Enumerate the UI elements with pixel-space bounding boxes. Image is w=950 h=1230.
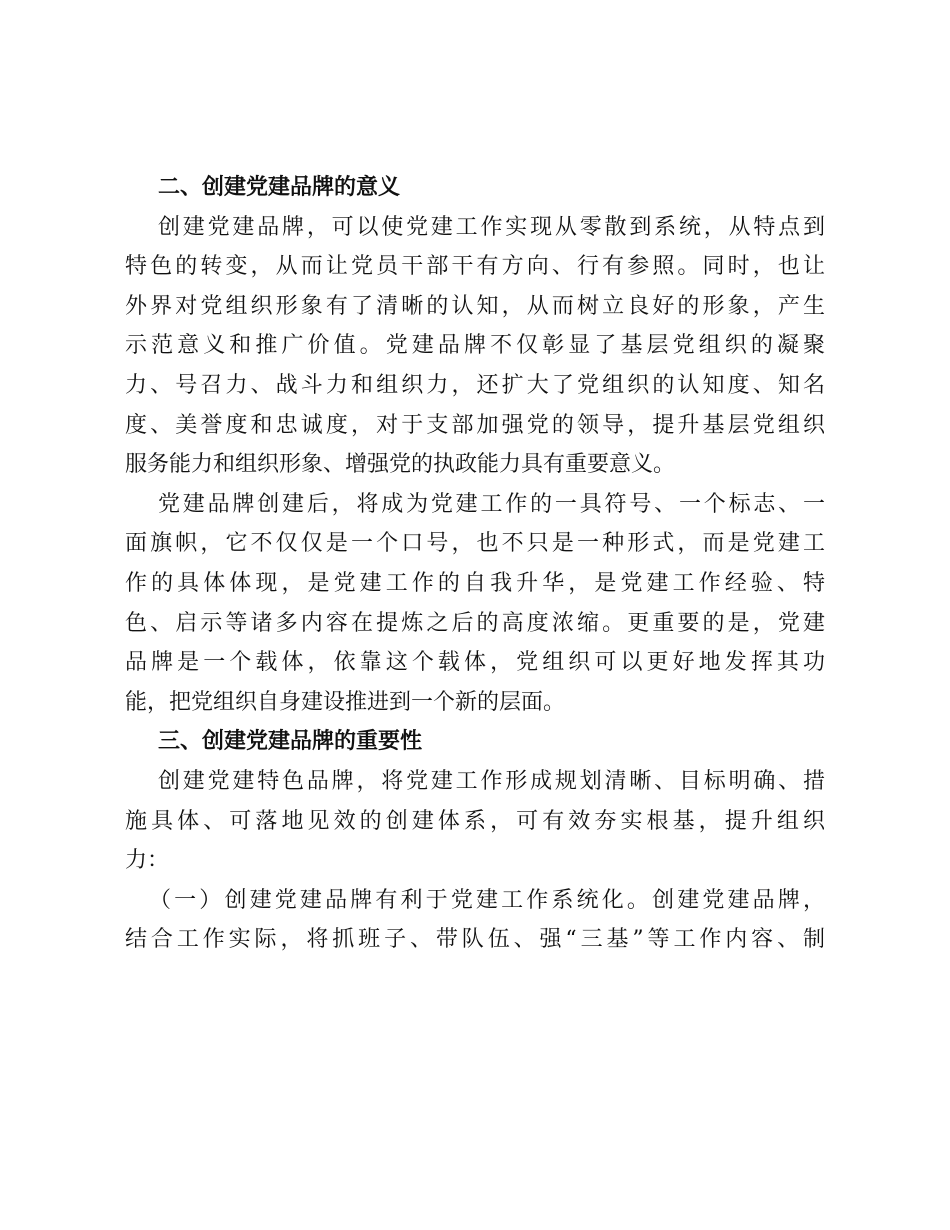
paragraph-significance-1: [125, 208, 825, 485]
text-line: （一）创建党建品牌有利于党建工作系统化。创建党建品牌，: [149, 887, 825, 913]
text-line: 特色的转变，从而让党员干部干有方向、行有参照。同时，也让: [125, 254, 825, 280]
text-line: 施具体、可落地见效的创建体系，可有效夯实根基，提升组织: [125, 808, 825, 834]
text-line: 度、美誉度和忠诚度，对于支部加强党的领导，提升基层党组织: [125, 412, 825, 438]
paragraph-significance-2: [125, 485, 825, 723]
document-body: [125, 168, 825, 960]
text-line: 党建品牌创建后，将成为党建工作的一具符号、一个标志、一: [158, 491, 825, 517]
text-line: 示范意义和推广价值。党建品牌不仅彰显了基层党组织的凝聚: [125, 333, 825, 359]
section-heading-significance: 二、创建党建品牌的意义: [158, 175, 401, 200]
text-line: 作的具体体现，是党建工作的自我升华，是党建工作经验、特: [125, 570, 825, 596]
paragraph-importance-1: [125, 762, 825, 881]
text-line: 创建党建特色品牌，将党建工作形成规划清晰、目标明确、措: [158, 768, 825, 794]
text-line: 结合工作实际，将抓班子、带队伍、强“三基”等工作内容、制: [125, 927, 825, 953]
text-line: 色、启示等诸多内容在提炼之后的高度浓缩。更重要的是，党建: [125, 610, 825, 636]
section-heading-importance: 三、创建党建品牌的重要性: [158, 729, 423, 755]
text-line: 力：: [125, 848, 170, 874]
text-line: 品牌是一个载体，依靠这个载体，党组织可以更好地发挥其功: [125, 650, 825, 676]
paragraph-importance-2: [125, 881, 825, 960]
text-line: 能，把党组织自身建设推进到一个新的层面。: [125, 689, 566, 715]
text-line: 创建党建品牌，可以使党建工作实现从零散到系统，从特点到: [158, 214, 825, 240]
text-line: 服务能力和组织形象、增强党的执政能力具有重要意义。: [125, 452, 676, 478]
text-line: 力、号召力、战斗力和组织力，还扩大了党组织的认知度、知名: [125, 372, 825, 398]
text-line: 外界对党组织形象有了清晰的认知，从而树立良好的形象，产生: [125, 293, 825, 319]
text-line: 面旗帜，它不仅仅是一个口号，也不只是一种形式，而是党建工: [125, 531, 825, 557]
